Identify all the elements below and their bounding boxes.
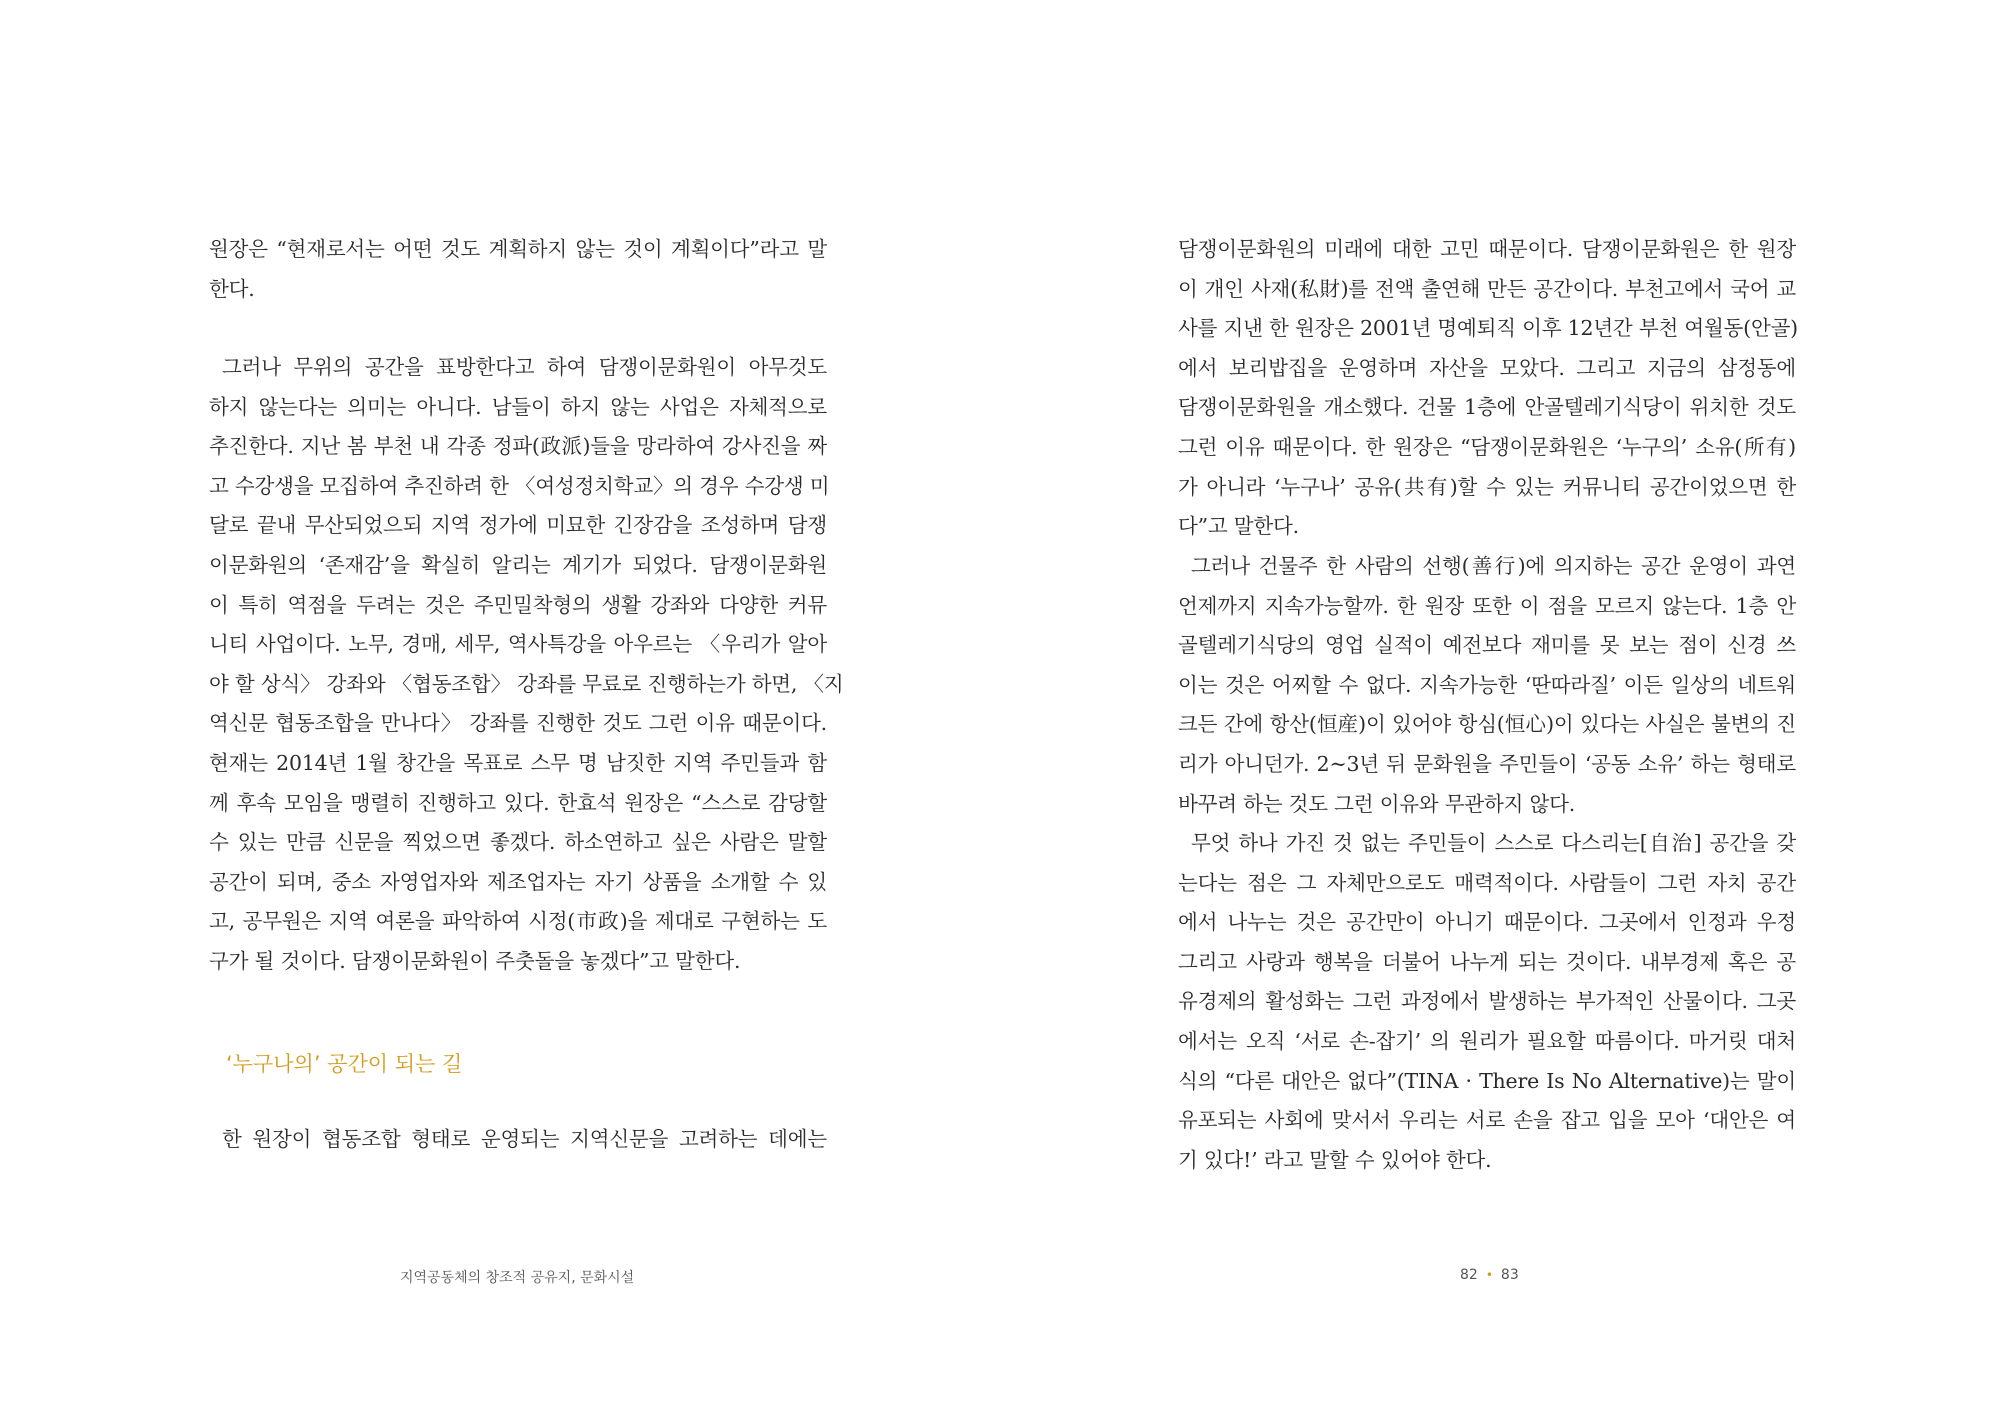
text-line: 고 수강생을 모집하여 추진하려 한 〈여성정치학교〉의 경우 수강생 미 [209,473,830,498]
text-line: 사를 지낸 한 원장은 2001년 명예퇴직 이후 12년간 부천 여월동(안골) [1178,316,1798,341]
text-line: 현재는 2014년 1월 창간을 목표로 스무 명 남짓한 지역 주민들과 함 [209,750,827,775]
text-line: 수 있는 만큼 신문을 찍었으면 좋겠다. 하소연하고 싶은 사람은 말할 [209,830,827,855]
text-line: 무엇 하나 가진 것 없는 주민들이 스스로 다스리는[自治] 공간을 갖 [1191,831,1796,855]
text-line: 에서는 오직 ‘서로 손-잡기’ 의 원리가 필요할 따름이다. 마거릿 대처 [1178,1028,1796,1053]
text-line: 이는 것은 어찌할 수 없다. 지속가능한 ‘딴따라질’ 이든 일상의 네트워 [1178,672,1796,697]
text-line: 니티 사업이다. 노무, 경매, 세무, 역사특강을 아우르는 〈우리가 알아 [209,632,827,657]
text-line: 리가 아니던가. 2~3년 뒤 문화원을 주민들이 ‘공동 소유’ 하는 형태로 [1178,751,1796,776]
right-page [1000,0,2000,1413]
text-line: 식의 “다른 대안은 없다”(TINA · There Is No Alternative)는 말이 [1178,1068,1796,1093]
text-line: 이 개인 사재(私財)를 전액 출연해 만든 공간이다. 부천고에서 국어 교 [1178,276,1796,301]
page-numbers [1460,1267,1519,1283]
right-paragraph-3 [1178,824,1796,1180]
text-line: 담쟁이문화원의 미래에 대한 고민 때문이다. 담쟁이문화원은 한 원장 [1178,237,1796,261]
text-line: 골텔레기식당의 영업 실적이 예전보다 재미를 못 보는 점이 신경 쓰 [1178,633,1796,658]
text-line: 그런 이유 때문이다. 한 원장은 “담쟁이문화원은 ‘누구의’ 소유(所有) [1178,434,1796,459]
right-paragraph-2 [1178,547,1796,824]
text-line: 유포되는 사회에 맞서서 우리는 서로 손을 잡고 입을 모아 ‘대안은 여 [1178,1108,1796,1133]
text-line: 원장은 “현재로서는 어떤 것도 계획하지 않는 것이 계획이다”라고 말 [209,237,827,261]
text-line: 담쟁이문화원을 개소했다. 건물 1층에 안골텔레기식당이 위치한 것도 [1178,395,1796,420]
text-line: 이 특히 역점을 두려는 것은 주민밀착형의 생활 강좌와 다양한 커뮤 [209,592,827,617]
text-line: 유경제의 활성화는 그런 과정에서 발생하는 부가적인 산물이다. 그곳 [1178,989,1796,1014]
text-line: 다”고 말한다. [1178,514,1299,539]
text-line: 가 아니라 ‘누구나’ 공유(共有)할 수 있는 커뮤니티 공간이었으면 한 [1178,474,1796,499]
text-line: 야 할 상식〉 강좌와 〈협동조합〉 강좌를 무료로 진행하는가 하면, 〈지 [209,671,844,696]
text-line: 고, 공무원은 지역 여론을 파악하여 시정(市政)을 제대로 구현하는 도 [209,909,827,934]
text-line: 하지 않는다는 의미는 아니다. 남들이 하지 않는 사업은 자체적으로 [209,394,827,419]
text-line: 역신문 협동조합을 만나다〉 강좌를 진행한 것도 그런 이유 때문이다. [209,711,827,736]
text-line: 한 원장이 협동조합 형태로 운영되는 지역신문을 고려하는 데에는 [222,1127,827,1151]
running-footer-title: 지역공동체의 창조적 공유지, 문화시설 [400,1270,635,1286]
left-paragraph-3 [209,1120,827,1160]
text-line: 이문화원의 ‘존재감’을 확실히 알리는 계기가 되었다. 담쟁이문화원 [209,552,827,577]
right-paragraph-1 [1178,230,1796,547]
text-line: 달로 끝내 무산되었으되 지역 정가에 미묘한 긴장감을 조성하며 담쟁 [209,513,827,538]
page-number-left: 82 [1460,1267,1478,1283]
text-line: 그러나 무위의 공간을 표방한다고 하여 담쟁이문화원이 아무것도 [222,355,827,379]
text-line: 바꾸려 하는 것도 그런 이유와 무관하지 않다. [1178,791,1576,816]
left-paragraph-2 [209,348,844,982]
text-line: 는다는 점은 그 자체만으로도 매력적이다. 사람들이 그런 자치 공간 [1178,870,1796,895]
text-line: 그러나 건물주 한 사람의 선행(善行)에 의지하는 공간 운영이 과연 [1191,554,1796,578]
section-heading: ‘누구나의’ 공간이 되는 길 [226,1052,463,1076]
text-line: 한다. [209,276,255,301]
folio-separator: • [1485,1268,1493,1282]
text-line: 구가 될 것이다. 담쟁이문화원이 주춧돌을 놓겠다”고 말한다. [209,948,741,973]
text-line: 에서 나누는 것은 공간만이 아니기 때문이다. 그곳에서 인정과 우정 [1178,910,1796,935]
text-line: 공간이 되며, 중소 자영업자와 제조업자는 자기 상품을 소개할 수 있 [209,869,827,894]
text-line: 기 있다!’ 라고 말할 수 있어야 한다. [1178,1147,1492,1172]
text-line: 언제까지 지속가능할까. 한 원장 또한 이 점을 모르지 않는다. 1층 안 [1178,593,1796,618]
text-line: 그리고 사랑과 행복을 더불어 나누게 되는 것이다. 내부경제 혹은 공 [1178,949,1796,974]
text-line: 께 후속 모임을 맹렬히 진행하고 있다. 한효석 원장은 “스스로 감당할 [209,790,827,815]
left-paragraph-1 [209,230,827,309]
text-line: 추진한다. 지난 봄 부천 내 각종 정파(政派)들을 망라하여 강사진을 짜 [209,434,827,459]
text-line: 크든 간에 항산(恒産)이 있어야 항심(恒心)이 있다는 사실은 불변의 진 [1178,712,1796,737]
text-line: 에서 보리밥집을 운영하며 자산을 모았다. 그리고 지금의 삼정동에 [1178,355,1796,380]
page-number-right: 83 [1500,1267,1519,1283]
